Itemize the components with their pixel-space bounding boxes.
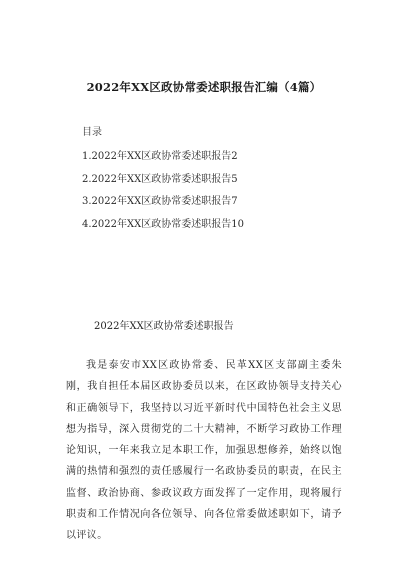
- toc-heading: 目录: [82, 127, 102, 138]
- table-of-contents: [82, 146, 244, 236]
- toc-item-3[interactable]: 3.2022年XX区政协常委述职报告7: [82, 196, 238, 207]
- toc-item-1[interactable]: 1.2022年XX区政协常委述职报告2: [82, 151, 238, 162]
- section-title: 2022年XX区政协常委述职报告: [94, 321, 234, 332]
- toc-item-4[interactable]: 4.2022年XX区政协常委述职报告10: [82, 218, 244, 230]
- body-paragraph: 我是泰安市XX区政协常委、民革XX区支部副主委朱刚，我自担任本届区政协委员以来，在区政协领导支持关心和正确领导下，我坚持以习近平新时代中国特色社会主义思想为指导，深入贯彻党的二十大精神，不断学习政协工作理论知识，一年来我立足本职工作，加强思想修养，始终以饱满的热情和强烈的责任感履行一名政协委员的职责，在民主监督、政治协商、参政议政方面发挥了一定作用，现将履行职责和工作情况向各位领导、向各位常委做述职如下，请予以评议。: [66, 360, 342, 542]
- document-title: 2022年XX区政协常委述职报告汇编（4篇）: [86, 80, 322, 94]
- toc-item-2[interactable]: 2.2022年XX区政协常委述职报告5: [82, 173, 238, 185]
